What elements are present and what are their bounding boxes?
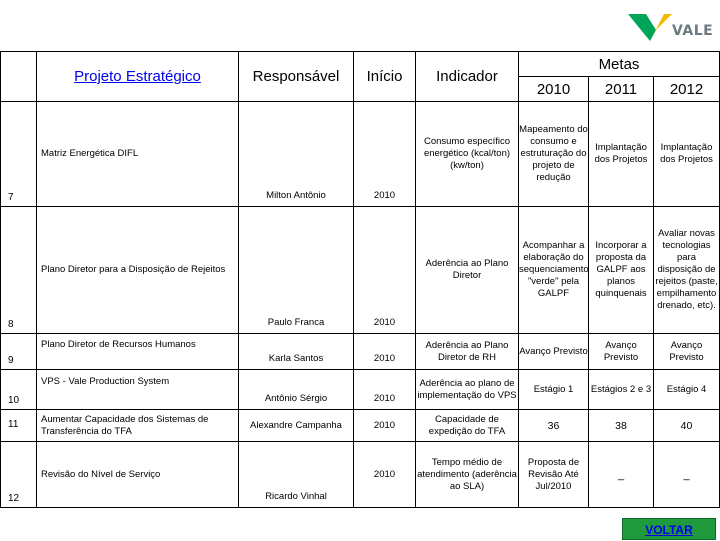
vale-logo-text: VALE [672, 23, 714, 39]
meta-2010-cell: 36 [519, 410, 589, 442]
metas-header: Metas [519, 52, 720, 77]
year-2010-header: 2010 [519, 77, 589, 102]
year-2011-header: 2011 [589, 77, 654, 102]
meta-2010-cell: Mapeamento do consumo e estruturação do projeto de redução [519, 102, 589, 207]
indicador-cell: Aderência ao Plano Diretor [416, 207, 519, 334]
indicador-cell: Consumo específico energético (kcal/ton) (kw/ton) [416, 102, 519, 207]
inicio-header: Início [354, 52, 416, 102]
indicador-cell: Capacidade de expedição do TFA [416, 410, 519, 442]
table-row [1, 334, 720, 370]
row-number: 12 [1, 442, 37, 508]
inicio-cell: 2010 [354, 207, 416, 334]
vale-logo-icon [626, 12, 674, 42]
meta-2012-cell: 40 [654, 410, 720, 442]
responsavel-header: Responsável [239, 52, 354, 102]
table-row [1, 207, 720, 334]
row-number: 11 [1, 410, 37, 442]
projeto-header-link[interactable]: Projeto Estratégico [74, 68, 201, 85]
row-number: 10 [1, 370, 37, 410]
voltar-button[interactable]: VOLTAR [622, 518, 716, 540]
responsavel-cell: Alexandre Campanha [239, 410, 354, 442]
row-number: 9 [1, 334, 37, 370]
row-number: 7 [1, 102, 37, 207]
inicio-cell: 2010 [354, 334, 416, 370]
row-number: 8 [1, 207, 37, 334]
indicador-header: Indicador [416, 52, 519, 102]
projeto-cell: Plano Diretor para a Disposição de Rejeitos [37, 207, 239, 334]
indicador-cell: Aderência ao Plano Diretor de RH [416, 334, 519, 370]
meta-2011-cell: Incorporar a proposta da GALPF aos planos quinquenais [589, 207, 654, 334]
meta-2010-cell: Avanço Previsto [519, 334, 589, 370]
responsavel-cell: Ricardo Vinhal [239, 442, 354, 508]
year-2012-header: 2012 [654, 77, 720, 102]
table-row [1, 410, 720, 442]
meta-2011-cell: Implantação dos Projetos [589, 102, 654, 207]
meta-2011-cell: 38 [589, 410, 654, 442]
meta-2012-cell: Estágio 4 [654, 370, 720, 410]
indicador-cell: Aderência ao plano de implementação do VPS [416, 370, 519, 410]
inicio-cell: 2010 [354, 410, 416, 442]
meta-2011-cell: _ [589, 442, 654, 508]
meta-2010-cell: Estágio 1 [519, 370, 589, 410]
indicador-cell: Tempo médio de atendimento (aderência ao SLA) [416, 442, 519, 508]
projeto-cell: VPS - Vale Production System [37, 370, 239, 410]
meta-2012-cell: Avaliar novas tecnologias para disposição de rejeitos (paste, empilhamento drenado, etc). [654, 207, 720, 334]
meta-2011-cell: Estágios 2 e 3 [589, 370, 654, 410]
projeto-cell: Aumentar Capacidade dos Sistemas de Transferência do TFA [37, 410, 239, 442]
table-row [1, 370, 720, 410]
projeto-cell: Plano Diretor de Recursos Humanos [37, 334, 239, 370]
inicio-cell: 2010 [354, 370, 416, 410]
table-row [1, 442, 720, 508]
meta-2012-cell: Implantação dos Projetos [654, 102, 720, 207]
meta-2012-cell: _ [654, 442, 720, 508]
projeto-cell: Revisão do Nível de Serviço [37, 442, 239, 508]
vale-logo [626, 12, 718, 44]
meta-2011-cell: Avanço Previsto [589, 334, 654, 370]
num-header [1, 52, 37, 102]
responsavel-cell: Paulo Franca [239, 207, 354, 334]
inicio-cell: 2010 [354, 102, 416, 207]
meta-2012-cell: Avanço Previsto [654, 334, 720, 370]
projeto-header[interactable] [37, 52, 239, 102]
projeto-cell: Matriz Energética DIFL [37, 102, 239, 207]
inicio-cell: 2010 [354, 442, 416, 508]
table-row [1, 102, 720, 207]
projects-table [0, 51, 720, 508]
responsavel-cell: Antônio Sérgio [239, 370, 354, 410]
meta-2010-cell: Acompanhar a elaboração do sequenciamento "verde" pela GALPF [519, 207, 589, 334]
meta-2010-cell: Proposta de Revisão Até Jul/2010 [519, 442, 589, 508]
responsavel-cell: Karla Santos [239, 334, 354, 370]
responsavel-cell: Milton Antônio [239, 102, 354, 207]
